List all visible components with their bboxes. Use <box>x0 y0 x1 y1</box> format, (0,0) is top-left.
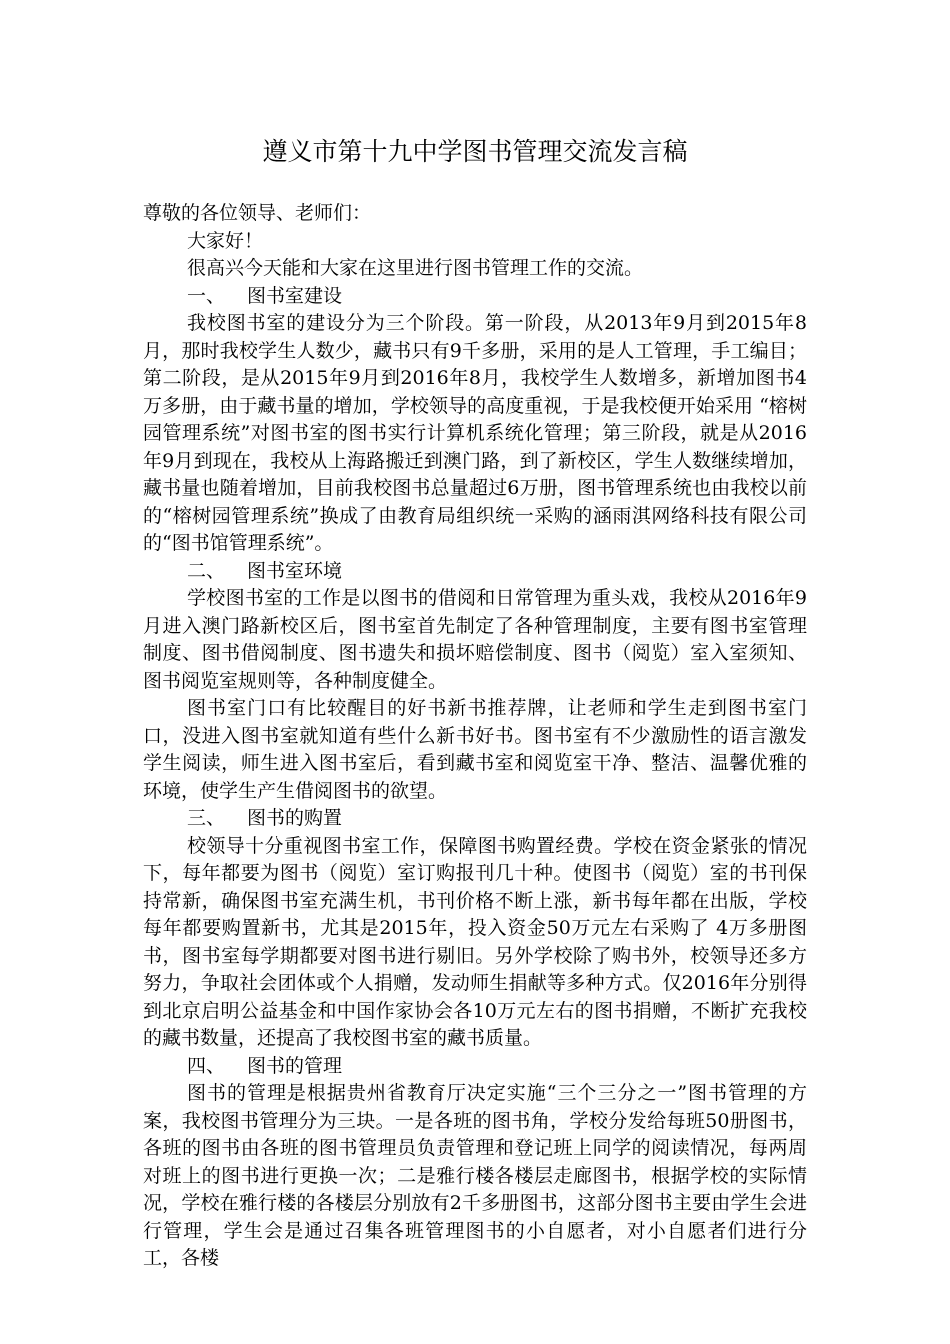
paragraph: 我校图书室的建设分为三个阶段。第一阶段，从2013年9月到2015年8月，那时我校学生人数少，藏书只有9千多册，采用的是人工管理，手工编目；第二阶段，是从2015年9月到2016年8月，我校学生人数增多，新增加图书4万多册，由于藏书量的增加，学校领导的高度重视，于是我校便开始采用 “榕树园管理系统”对图书室的图书实行计算机系统化管理；第三阶段，就是从2016年9月到现在，我校从上海路搬迁到澳门路，到了新校区，学生人数继续增加，藏书量也随着增加，目前我校图书总量超过6万册，图书管理系统也由我校以前的“榕树园管理系统”换成了由教育局组织统一采购的涵雨淇网络科技有限公司的“图书馆管理系统”。 <box>143 312 807 554</box>
section-number: 四、 <box>187 1054 226 1077</box>
section-heading-2 <box>143 558 807 586</box>
section-heading-text: 图书室建设 <box>247 284 343 307</box>
intro-paragraph: 很高兴今天能和大家在这里进行图书管理工作的交流。 <box>187 257 644 279</box>
paragraph: 学校图书室的工作是以图书的借阅和日常管理为重头戏，我校从2016年9月进入澳门路新校区后，图书室首先制定了各种管理制度，主要有图书室管理制度、图书借阅制度、图书遗失和损坏赔偿制度、图书（阅览）室入室须知、图书阅览室规则等，各种制度健全。 <box>143 587 807 692</box>
section-heading-text: 图书室环境 <box>247 559 343 582</box>
section-number: 二、 <box>187 559 226 582</box>
salutation: 尊敬的各位领导、老师们： <box>143 202 372 224</box>
paragraph: 图书的管理是根据贵州省教育厅决定实施“三个三分之一”图书管理的方案，我校图书管理分为三块。一是各班的图书角，学校分发给每班50册图书，各班的图书由各班的图书管理员负责管理和登记班上同学的阅读情况，每两周对班上的图书进行更换一次；二是雅行楼各楼层走廊图书，根据学校的实际情况，学校在雅行楼的各楼层分别放有2千多册图书，这部分图书主要由学生会进行管理，学生会是通过召集各班管理图书的小自愿者，对小自愿者们进行分工，各楼 <box>143 1082 807 1269</box>
section-heading-text: 图书的购置 <box>247 807 343 829</box>
section-number: 三、 <box>187 807 226 829</box>
document-body <box>143 128 807 1273</box>
paragraph: 校领导十分重视图书室工作，保障图书购置经费。学校在资金紧张的情况下，每年都要为图书（阅览）室订购报刊几十种。使图书（阅览）室的书刊保持常新，确保图书室充满生机，书刊价格不断上涨，新书每年都在出版，学校每年都要购置新书，尤其是2015年，投入资金50万元左右采购了 4万多册图书，图书室每学期都要对图书进行剔旧。另外学校除了购书外，校领导还多方努力，争取社会团体或个人捐赠，发动师生捐献等多种方式。仅2016年分别得到北京启明公益基金和中国作家协会各10万元左右的图书捐赠，不断扩充我校的藏书数量，还提高了我校图书室的藏书质量。 <box>143 834 807 1049</box>
section-heading-1 <box>143 283 807 311</box>
section-number: 一、 <box>187 284 226 307</box>
document-title: 遵义市第十九中学图书管理交流发言稿 <box>262 137 688 166</box>
section-heading-3 <box>143 805 807 833</box>
section-heading-4 <box>143 1053 807 1081</box>
section-heading-text: 图书的管理 <box>247 1054 343 1077</box>
paragraph: 图书室门口有比较醒目的好书新书推荐牌，让老师和学生走到图书室门口，没进入图书室就知道有些什么新书好书。图书室有不少激励性的语言激发学生阅读，师生进入图书室后，看到藏书室和阅览室干净、整洁、温馨优雅的环境，使学生产生借阅图书的欲望。 <box>143 697 807 802</box>
greeting: 大家好！ <box>187 229 264 252</box>
